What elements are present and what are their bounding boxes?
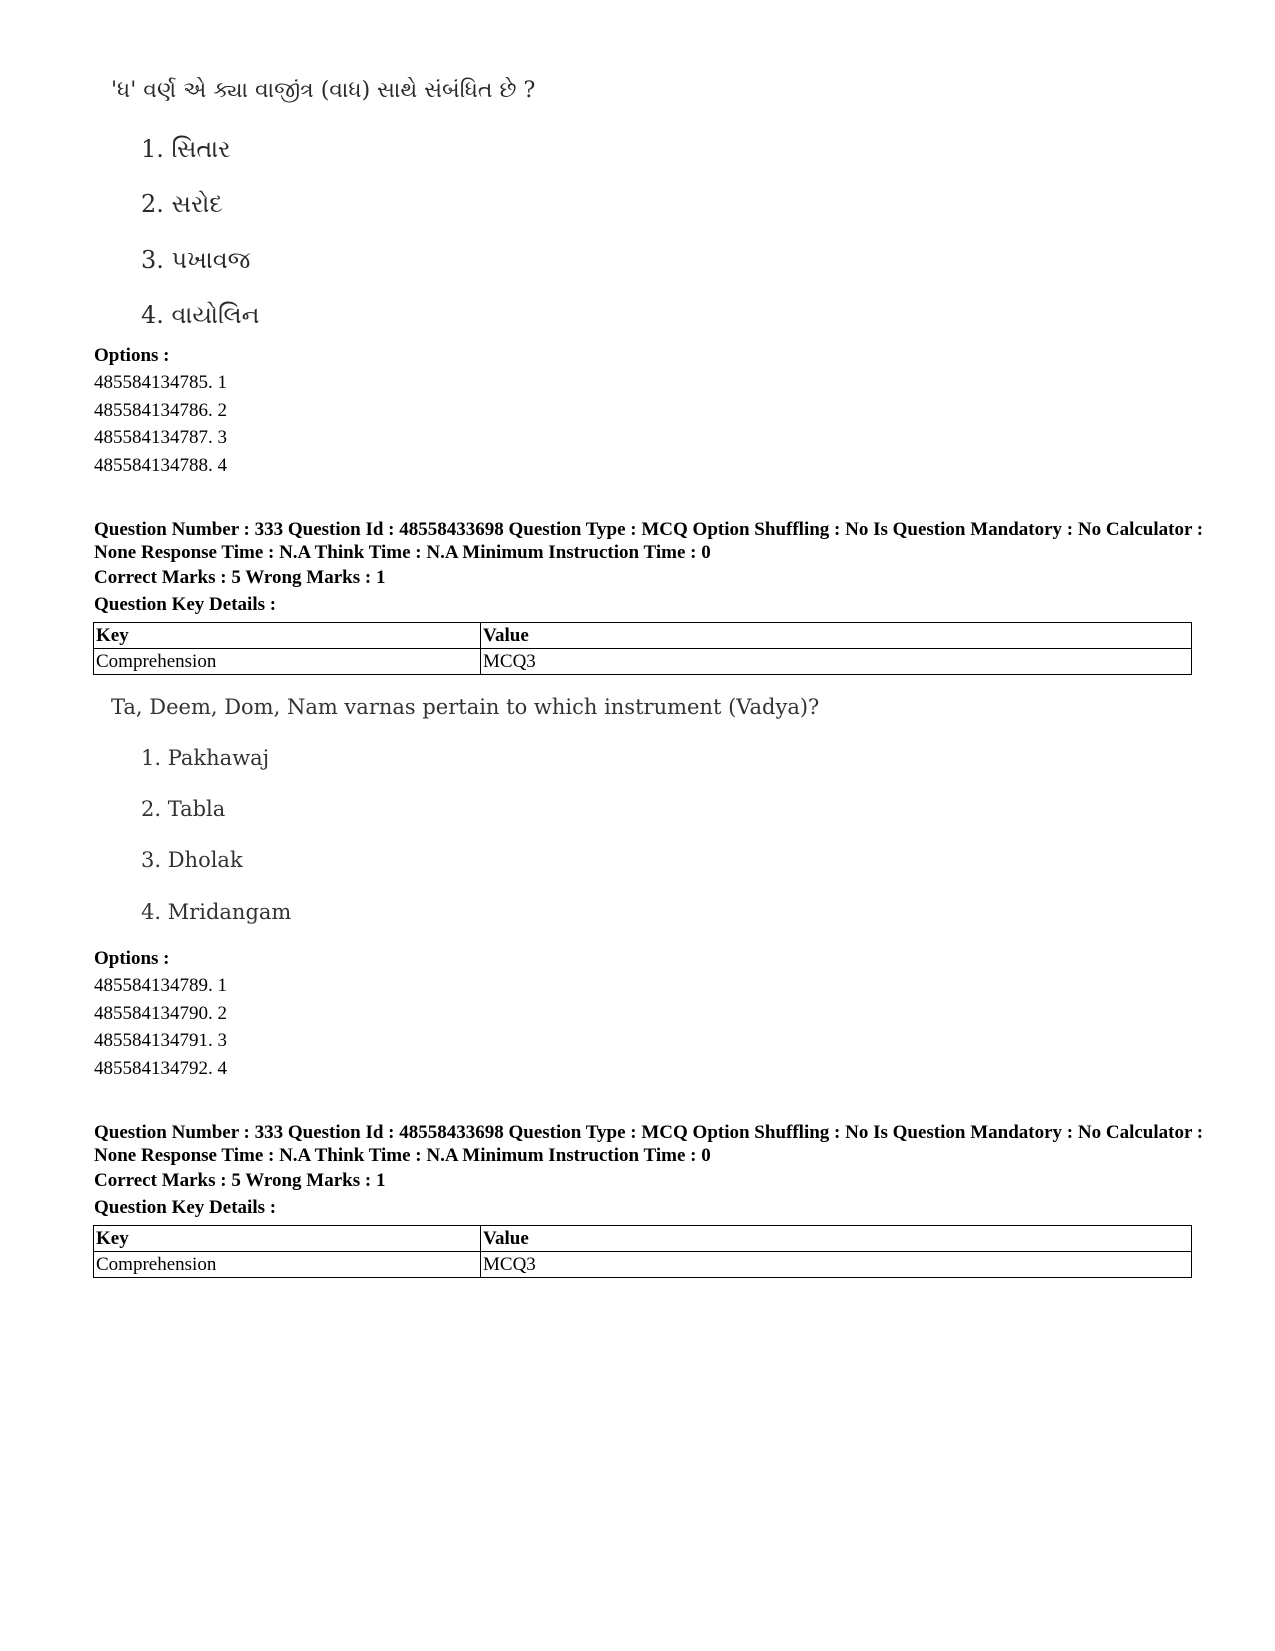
- question-text: Ta, Deem, Dom, Nam varnas pertain to which instrument (Vadya)?: [111, 695, 820, 719]
- option-item: 485584134790. 2: [94, 1003, 227, 1024]
- table-cell-key: Comprehension: [94, 649, 481, 675]
- question-choice-4: 4. વાયોલિન: [141, 301, 260, 329]
- table-row: [94, 649, 1192, 675]
- table-cell-value: MCQ3: [481, 649, 1192, 675]
- table-header-key: Key: [94, 1226, 481, 1252]
- table-header-key: Key: [94, 623, 481, 649]
- table-header-row: [94, 623, 1192, 649]
- table-cell-value: MCQ3: [481, 1252, 1192, 1278]
- option-item: 485584134791. 3: [94, 1030, 227, 1051]
- question-choice-2: 2. સરોદ: [141, 190, 223, 218]
- option-item: 485584134789. 1: [94, 975, 227, 996]
- question-choice-1: 1. Pakhawaj: [141, 746, 270, 770]
- options-label: Options :: [94, 948, 170, 969]
- option-item: 485584134786. 2: [94, 400, 227, 421]
- key-details-label: Question Key Details :: [94, 1197, 277, 1218]
- question-meta: Question Number : 333 Question Id : 48558433698 Question Type : MCQ Option Shuffling : No Is Question Mandatory : No Calculator : None Response Time : N.A Think Time : N.A Minimum Instruction Time : 0: [94, 1122, 1204, 1166]
- question-meta: Question Number : 333 Question Id : 48558433698 Question Type : MCQ Option Shuffling : No Is Question Mandatory : No Calculator : None Response Time : N.A Think Time : N.A Minimum Instruction Time : 0: [94, 519, 1204, 563]
- table-header-row: [94, 1226, 1192, 1252]
- table-header-value: Value: [481, 1226, 1192, 1252]
- marks-line: Correct Marks : 5 Wrong Marks : 1: [94, 1170, 386, 1191]
- key-details-table: [93, 1225, 1192, 1278]
- option-item: 485584134785. 1: [94, 372, 227, 393]
- table-cell-key: Comprehension: [94, 1252, 481, 1278]
- table-header-value: Value: [481, 623, 1192, 649]
- option-item: 485584134792. 4: [94, 1058, 227, 1079]
- key-details-table: [93, 622, 1192, 675]
- option-item: 485584134788. 4: [94, 455, 227, 476]
- question-text: 'ધ' વર્ણ એ ક્યા વાજીંત્ર (વાધ) સાથે સંબંધિત છે ?: [111, 78, 536, 103]
- question-choice-2: 2. Tabla: [141, 797, 226, 821]
- question-choice-4: 4. Mridangam: [141, 900, 292, 924]
- option-item: 485584134787. 3: [94, 427, 227, 448]
- question-choice-3: 3. Dholak: [141, 848, 243, 872]
- key-details-label: Question Key Details :: [94, 594, 277, 615]
- question-choice-1: 1. સિતાર: [141, 135, 231, 163]
- question-choice-3: 3. પખાવજ: [141, 246, 251, 274]
- options-label: Options :: [94, 345, 170, 366]
- marks-line: Correct Marks : 5 Wrong Marks : 1: [94, 567, 386, 588]
- table-row: [94, 1252, 1192, 1278]
